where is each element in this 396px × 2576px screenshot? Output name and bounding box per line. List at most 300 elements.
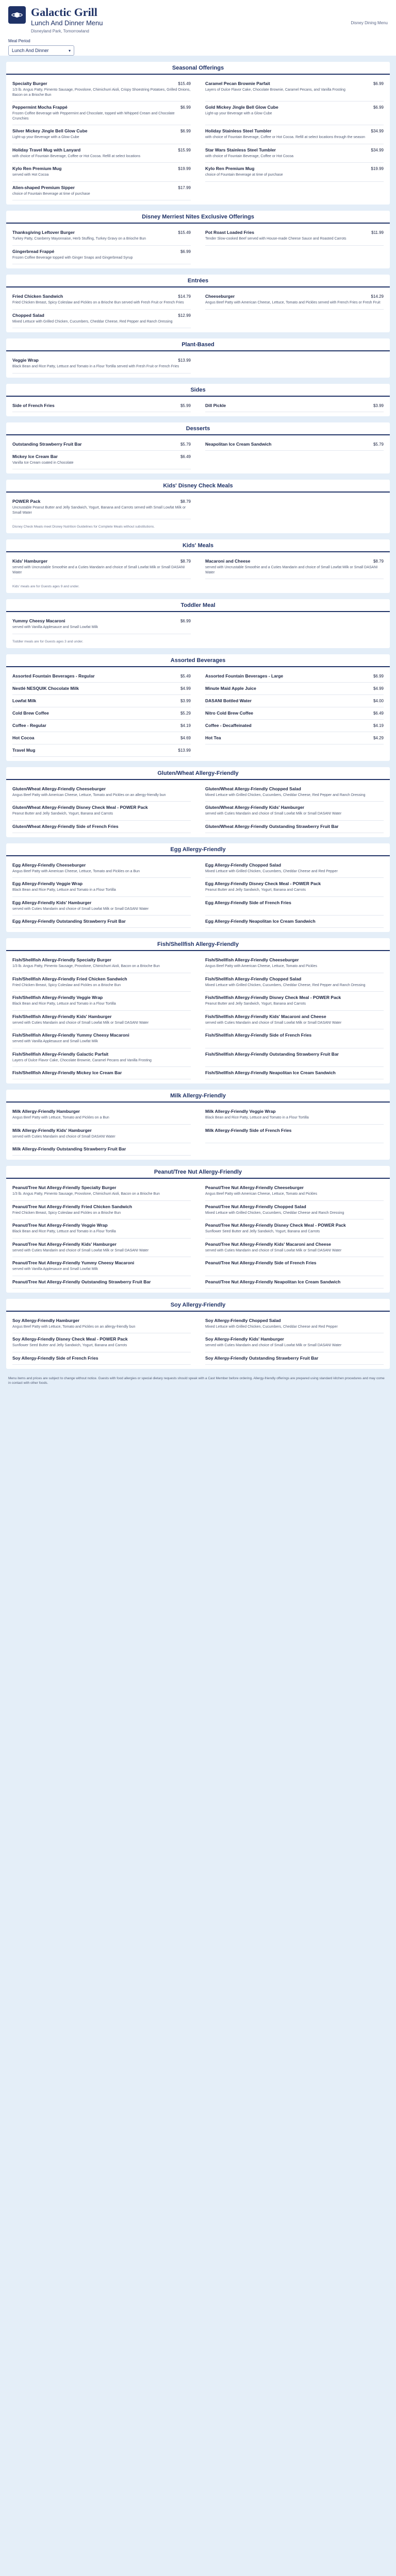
menu-item-header	[12, 81, 191, 86]
menu-item-description: Angus Beef Patty with American Cheese, Lettuce, Tomato and Pickles	[205, 964, 317, 968]
menu-item-price: $19.99	[371, 166, 384, 171]
menu-item-description: served with Uncrustable Smoothie and a Cuties Mandarin and choice of Small Lowfat Milk or Small DASANI Water	[12, 566, 185, 574]
menu-item-description: Fried Chicken Breast, Spicy Coleslaw and Pickles on a Brioche Bun	[12, 1211, 121, 1215]
menu-item	[12, 821, 191, 833]
menu-item-name: Egg Allergy-Friendly Disney Check Meal - POWER Pack	[205, 881, 321, 886]
menu-item-price: $6.99	[180, 129, 191, 133]
menu-item-name: Specialty Burger	[12, 81, 47, 86]
menu-section	[6, 1090, 390, 1160]
menu-item-description: 1/3 lb. Angus Patty, Pimento Sausage, Provolone, Chimichurri Aioli, Bacon on a Brioche Bun	[12, 964, 160, 968]
disclaimer-footer: Menu items and prices are subject to change without notice. Guests with food allergies or special dietary requests should speak with a Cast Member before ordering. Allergy-friendly offerings are prepared using standard kitchen procedures and may come in contact with other foods.	[8, 1376, 385, 1385]
menu-item-description: Peanut Butter and Jelly Sandwich, Yogurt, Banana and Carrots	[12, 812, 113, 816]
menu-item	[12, 1257, 191, 1276]
menu-item	[12, 992, 191, 1011]
section-title: Gluten/Wheat Allergy-Friendly	[6, 767, 390, 780]
menu-item-header	[205, 698, 384, 703]
menu-item-name: Fish/Shellfish Allergy-Friendly Galactic Parfait	[12, 1051, 109, 1057]
menu-item-name: Kylo Ren Premium Mug	[205, 166, 255, 171]
menu-item-price: $5.49	[180, 673, 191, 679]
menu-section	[6, 938, 390, 1083]
menu-item-price: $5.29	[180, 710, 191, 716]
menu-item-name: Caramel Pecan Brownie Parfait	[205, 81, 270, 86]
menu-item-header	[12, 1014, 191, 1019]
menu-item	[205, 878, 384, 897]
menu-item-name: Fish/Shellfish Allergy-Friendly Disney Check Meal - POWER Pack	[205, 995, 341, 1000]
menu-item	[12, 1106, 191, 1125]
menu-item-price: $4.69	[180, 735, 191, 740]
menu-item-name: Holiday Stainless Steel Tumbler	[205, 128, 272, 133]
menu-item-description: Sunflower Seed Butter and Jelly Sandwich, Yogurt, Banana and Carrots	[12, 1344, 127, 1347]
menu-item-header	[12, 710, 191, 716]
menu-item	[12, 897, 191, 916]
menu-item	[205, 125, 384, 144]
menu-section	[6, 654, 390, 761]
menu-item	[12, 1352, 191, 1365]
items-grid	[12, 438, 384, 470]
menu-item-description: served with Vanilla Applesauce and Small Lowfat Milk	[12, 1040, 98, 1043]
section-body	[6, 493, 390, 523]
items-grid	[12, 1106, 384, 1156]
menu-section	[6, 843, 390, 933]
menu-item-description: Uncrustable Peanut Butter and Jelly Sandwich, Yogurt, Banana and Carrots served with Small Lowfat Milk or Small Water	[12, 506, 186, 515]
menu-item-description: Angus Beef Patty with American Cheese, Lettuce, Tomato and Pickles served with French Fries or Fresh Fruit	[205, 301, 381, 304]
menu-item	[205, 1067, 384, 1079]
menu-item-price: $6.99	[373, 105, 384, 110]
menu-item-header	[205, 105, 384, 110]
menu-item-name: Fish/Shellfish Allergy-Friendly Mickey Ice Cream Bar	[12, 1070, 122, 1075]
menu-item-name: Mickey Ice Cream Bar	[12, 453, 58, 459]
menu-item-name: Gluten/Wheat Allergy-Friendly Disney Check Meal - POWER Pack	[12, 805, 148, 810]
menu-item-description: Black Bean and Rice Patty, Lettuce and Tomato in a Flour Tortilla	[12, 888, 116, 892]
menu-item-name: Fish/Shellfish Allergy-Friendly Side of French Fries	[205, 1032, 312, 1038]
menu-item-price: $12.99	[178, 313, 191, 318]
menu-item-header	[205, 1185, 384, 1190]
restaurant-title: Galactic Grill	[31, 6, 97, 19]
menu-item	[12, 1125, 191, 1144]
menu-item-name: Side of French Fries	[12, 402, 55, 408]
menu-item-price: $13.99	[178, 748, 191, 753]
menu-item-name: Alien-shaped Premium Sipper	[12, 184, 75, 190]
menu-section	[6, 422, 390, 474]
menu-item-header	[12, 128, 191, 133]
menu-item	[205, 1048, 384, 1067]
items-grid	[12, 859, 384, 928]
menu-item-header	[12, 673, 191, 679]
menu-item-header	[12, 185, 191, 190]
menu-item-price: $6.99	[180, 105, 191, 110]
menu-item-name: Gluten/Wheat Allergy-Friendly Outstanding Strawberry Fruit Bar	[205, 823, 339, 829]
menu-section	[6, 384, 390, 416]
menu-item-header	[12, 1146, 191, 1151]
menu-item-description: Mixed Lettuce with Grilled Chicken, Cucumbers, Cheddar Cheese and Red Pepper	[205, 869, 338, 873]
menu-item	[205, 291, 384, 310]
menu-item-name: Peanut/Tree Nut Allergy-Friendly Disney Check Meal - POWER Pack	[205, 1223, 346, 1228]
menu-item-name: Egg Allergy-Friendly Side of French Fries	[205, 900, 291, 905]
menu-item-name: Yummy Cheesy Macaroni	[12, 618, 65, 623]
menu-item-description: with choice of Fountain Beverage, Coffee or Hot Cocoa. Refill at select locations	[12, 154, 141, 158]
menu-item-price: $5.79	[373, 442, 384, 447]
menu-item-header	[205, 824, 384, 829]
menu-item-description: Fried Chicken Breast, Spicy Coleslaw and Pickles on a Brioche Bun	[12, 983, 121, 987]
menu-item-header	[205, 294, 384, 299]
menu-item	[12, 732, 191, 744]
menu-item-name: Egg Allergy-Friendly Outstanding Strawberry Fruit Bar	[12, 919, 126, 924]
menu-item-header	[12, 147, 191, 152]
menu-item-description: Angus Beef Patty with Lettuce, Tomato and Pickles on an allergy-friendly bun	[12, 1325, 136, 1329]
brand	[8, 6, 388, 33]
menu-item	[205, 400, 384, 412]
menu-item	[12, 246, 191, 265]
menu-item-header	[12, 686, 191, 691]
menu-item-header	[205, 81, 384, 86]
menu-item-name: Peanut/Tree Nut Allergy-Friendly Outstanding Strawberry Fruit Bar	[12, 1279, 151, 1284]
menu-item-description: Mixed Lettuce with Grilled Chicken, Cucumbers, Cheddar Cheese, Red Pepper and Ranch Dressing	[12, 319, 173, 324]
menu-item-header	[205, 1014, 384, 1019]
menu-item-header	[205, 735, 384, 740]
menu-item-header	[12, 618, 191, 623]
menu-item	[12, 310, 191, 329]
menu-item	[205, 163, 384, 182]
menu-item	[12, 354, 191, 374]
menu-item-name: Soy Allergy-Friendly Outstanding Strawberry Fruit Bar	[205, 1355, 319, 1361]
menu-item-header	[205, 147, 384, 152]
menu-item-name: Neapolitan Ice Cream Sandwich	[205, 441, 272, 447]
menu-item-description: Angus Beef Patty with American Cheese, Lettuce, Tomato and Pickles on an allergy-friendly bun	[12, 793, 166, 797]
menu-item-header	[12, 454, 191, 459]
menu-item-header	[12, 1242, 191, 1247]
menu-item-name: Soy Allergy-Friendly Side of French Fries	[12, 1355, 98, 1361]
menu-item-header	[205, 1279, 384, 1284]
menu-item-name: Egg Allergy-Friendly Neapolitan Ice Cream Sandwich	[205, 919, 316, 924]
menu-item-description: choice of Fountain Beverage at time of purchase	[205, 173, 283, 177]
menu-item-header	[12, 1128, 191, 1133]
menu-item	[12, 1182, 191, 1201]
menu-item	[12, 163, 191, 182]
section-body	[6, 1103, 390, 1160]
section-title: Sides	[6, 384, 390, 397]
items-grid	[12, 227, 384, 264]
menu-item-header	[12, 1318, 191, 1323]
menu-item-name: Fish/Shellfish Allergy-Friendly Yummy Cheesy Macaroni	[12, 1032, 129, 1038]
menu-item-price: $4.00	[373, 698, 384, 703]
menu-item-price: $19.99	[178, 166, 191, 171]
meal-period-select[interactable]	[8, 45, 74, 56]
menu-item	[12, 1011, 191, 1030]
menu-item-header	[205, 919, 384, 924]
menu-item	[12, 496, 191, 519]
menu-section	[6, 599, 390, 648]
menu-item-description: Angus Beef Patty with Lettuce, Tomato and Pickles on a Bun	[12, 1116, 109, 1120]
items-grid	[12, 78, 384, 200]
menu-item	[12, 101, 191, 125]
menu-item-name: Fish/Shellfish Allergy-Friendly Veggie Wrap	[12, 995, 103, 1000]
section-title: Plant-Based	[6, 338, 390, 351]
menu-item	[12, 451, 191, 470]
menu-item-price: $34.99	[371, 129, 384, 133]
menu-item-description: Frozen Coffee Beverage with Peppermint and Chocolate, topped with Whipped Cream and Chocolate Crunchies	[12, 112, 175, 121]
menu-item-name: Peanut/Tree Nut Allergy-Friendly Specialty Burger	[12, 1185, 117, 1190]
section-note: Kids' meals are for Guests ages 9 and under.	[12, 585, 79, 588]
section-body	[6, 856, 390, 933]
menu-item-price: $8.79	[373, 559, 384, 564]
section-body	[6, 75, 390, 205]
menu-item-description: Layers of Dulce Flavor Cake, Chocolate Brownie, Caramel Pecans and Vanilla Frosting	[12, 1058, 152, 1062]
menu-item	[205, 783, 384, 802]
menu-section	[6, 62, 390, 205]
menu-item	[205, 916, 384, 928]
menu-item-description: Black Bean and Rice Patty, Lettuce and Tomato in a Flour Tortilla	[12, 1230, 116, 1233]
menu-item-name: Coffee - Decaffeinated	[205, 722, 252, 728]
menu-item	[205, 859, 384, 878]
menu-item-header	[205, 1260, 384, 1265]
menu-item-name: Fish/Shellfish Allergy-Friendly Kids' Macaroni and Cheese	[205, 1013, 326, 1019]
menu-item-name: Fish/Shellfish Allergy-Friendly Outstanding Strawberry Fruit Bar	[205, 1051, 339, 1057]
menu-item-name: Peanut/Tree Nut Allergy-Friendly Side of French Fries	[205, 1260, 317, 1265]
menu-item-description: choice of Fountain Beverage at time of purchase	[12, 192, 90, 196]
menu-item	[12, 954, 191, 973]
menu-item-name: Gluten/Wheat Allergy-Friendly Cheeseburger	[12, 786, 106, 791]
menu-item	[205, 695, 384, 707]
section-note: Disney Check Meals meet Disney Nutrition Guidelines for Complete Meals without substitutions.	[12, 525, 155, 529]
menu-item-name: Macaroni and Cheese	[205, 558, 251, 564]
menu-item	[12, 1333, 191, 1352]
menu-item-header	[12, 748, 191, 753]
menu-item-name: DASANI Bottled Water	[205, 698, 252, 703]
menu-item-header	[12, 442, 191, 447]
meal-period-value: Lunch And Dinner	[12, 48, 49, 53]
items-grid	[12, 615, 384, 634]
menu-item	[205, 720, 384, 732]
menu-item-price: $6.99	[373, 673, 384, 679]
menu-section	[6, 480, 390, 533]
menu-item-description: Sunflower Seed Butter and Jelly Sandwich, Yogurt, Banana and Carrots	[205, 1230, 320, 1233]
section-title: Milk Allergy-Friendly	[6, 1090, 390, 1103]
menu-item-price: $15.49	[178, 81, 191, 86]
menu-item-name: Peanut/Tree Nut Allergy-Friendly Kids' Macaroni and Cheese	[205, 1241, 332, 1247]
menu-item-name: Gluten/Wheat Allergy-Friendly Chopped Salad	[205, 786, 301, 791]
menu-item	[12, 78, 191, 101]
brand-text	[31, 6, 103, 33]
section-body	[6, 552, 390, 583]
menu-item-name: Nestlé NESQUIK Chocolate Milk	[12, 685, 79, 691]
menu-item	[205, 144, 384, 163]
menu-item-price: $3.99	[373, 403, 384, 408]
menu-item-header	[205, 1318, 384, 1323]
menu-item-header	[12, 1355, 191, 1361]
meal-period-label: Meal Period	[8, 39, 30, 43]
menu-item-name: Kids' Hamburger	[12, 558, 48, 564]
menu-item	[12, 144, 191, 163]
menu-item-header	[205, 881, 384, 886]
menu-item-name: Gold Mickey Jingle Bell Glow Cube	[205, 105, 278, 110]
menu-item-description: Mixed Lettuce with Grilled Chicken, Cucumbers, Cheddar Cheese, Red Pepper and Ranch Dressing	[205, 793, 366, 797]
menu-item-price: $14.79	[178, 294, 191, 299]
menu-item-description: served with Vanilla Applesauce and Small Lowfat Milk	[12, 625, 98, 629]
menu-item	[12, 720, 191, 732]
menu-item-header	[205, 723, 384, 728]
menu-item-header	[12, 995, 191, 1000]
menu-item-name: Silver Mickey Jingle Bell Glow Cube	[12, 128, 88, 133]
menu-item-name: Egg Allergy-Friendly Chopped Salad	[205, 862, 282, 868]
section-title: Assorted Beverages	[6, 654, 390, 667]
menu-item-description: Tender Slow-cooked Beef served with House-made Cheese Sauce and Roasted Carrots	[205, 237, 346, 241]
menu-item-header	[12, 403, 191, 408]
menu-item-header	[205, 957, 384, 962]
menu-item	[12, 1067, 191, 1079]
menu-item	[205, 438, 384, 451]
items-grid	[12, 496, 384, 519]
menu-item	[12, 1029, 191, 1048]
menu-item-name: Gluten/Wheat Allergy-Friendly Kids' Hamburger	[205, 805, 305, 810]
menu-item-description: served with Cuties Mandarin and choice of Small Lowfat Milk or Small DASANI Water	[12, 1021, 149, 1025]
menu-item	[205, 973, 384, 992]
menu-item-description: Vanilla Ice Cream coated in Chocolate	[12, 461, 74, 465]
menu-item	[12, 400, 191, 412]
menu-item-description: served with Vanilla Applesauce and Small Lowfat Milk	[12, 1267, 98, 1271]
menu-item-header	[205, 1355, 384, 1361]
menu-item	[12, 695, 191, 707]
menu-item	[205, 1276, 384, 1289]
menu-item-name: Milk Allergy-Friendly Kids' Hamburger	[12, 1127, 92, 1133]
menu-item-name: Travel Mug	[12, 747, 36, 753]
menu-item-description: Peanut Butter and Jelly Sandwich, Yogurt, Banana and Carrots	[205, 1002, 306, 1006]
section-body	[6, 1312, 390, 1369]
menu-item-description: Mixed Lettuce with Grilled Chicken, Cucumbers, Cheddar Cheese, Red Pepper and Ranch Dressing	[205, 983, 366, 987]
section-body	[6, 435, 390, 474]
menu-item-header	[205, 1242, 384, 1247]
menu-item	[205, 707, 384, 720]
section-title: Peanut/Tree Nut Allergy-Friendly	[6, 1166, 390, 1179]
menu-item	[205, 227, 384, 246]
menu-item-description: served with Cuties Mandarin and choice of Small Lowfat Milk or Small DASANI Water	[205, 1021, 342, 1025]
items-grid	[12, 954, 384, 1079]
menu-item-name: Fish/Shellfish Allergy-Friendly Neapolitan Ice Cream Sandwich	[205, 1070, 336, 1075]
menu-item	[12, 227, 191, 246]
menu-item-header	[12, 805, 191, 810]
section-body	[6, 351, 390, 378]
menu-item-name: Fish/Shellfish Allergy-Friendly Specialty Burger	[12, 957, 111, 962]
menu-item-description: Black Bean and Rice Patty, Lettuce and Tomato in a Flour Tortilla	[12, 1002, 116, 1006]
menu-section	[6, 539, 390, 593]
menu-item-header	[12, 358, 191, 363]
menu-item-name: Fish/Shellfish Allergy-Friendly Cheeseburger	[205, 957, 299, 962]
menu-item	[12, 1239, 191, 1258]
menu-item	[205, 992, 384, 1011]
items-grid	[12, 1182, 384, 1289]
menu-item-header	[205, 230, 384, 235]
section-body	[6, 1179, 390, 1293]
menu-item-name: Minute Maid Apple Juice	[205, 685, 256, 691]
menu-item	[205, 821, 384, 833]
menu-item-description: Layers of Dulce Flavor Cake, Chocolate Brownie, Caramel Pecans, and Vanilla Frosting	[205, 88, 345, 92]
menu-item-price: $15.99	[178, 147, 191, 152]
menu-item	[12, 916, 191, 928]
menu-item	[205, 1352, 384, 1365]
menu-item-name: Veggie Wrap	[12, 358, 39, 363]
menu-item-header	[12, 499, 191, 504]
menu-section	[6, 767, 390, 837]
menu-item	[12, 1048, 191, 1067]
menu-item-header	[12, 1070, 191, 1075]
menu-item-header	[12, 976, 191, 981]
location-text: Disneyland Park, Tomorrowland	[31, 29, 89, 33]
section-body	[6, 951, 390, 1083]
menu-item-price: $8.79	[180, 499, 191, 504]
menu-item-header	[205, 1204, 384, 1209]
menu-item-name: Pot Roast Loaded Fries	[205, 230, 254, 235]
menu-item-name: Peanut/Tree Nut Allergy-Friendly Yummy Cheesy Macaroni	[12, 1260, 135, 1265]
section-title: Soy Allergy-Friendly	[6, 1299, 390, 1312]
menu-section	[6, 1166, 390, 1293]
menu-sections	[0, 62, 396, 1369]
menu-item	[12, 291, 191, 310]
menu-item-name: Milk Allergy-Friendly Outstanding Strawberry Fruit Bar	[12, 1146, 126, 1151]
menu-item-header	[12, 558, 191, 564]
menu-item-description: served with Cuties Mandarin and choice of Small Lowfat Milk or Small DASANI Water	[205, 812, 342, 816]
menu-item-description: served with Cuties Mandarin and choice of Small Lowfat Milk or Small DASANI Water	[205, 1248, 342, 1252]
menu-item-header	[12, 166, 191, 171]
menu-item-header	[12, 919, 191, 924]
menu-item-name: Milk Allergy-Friendly Hamburger	[12, 1109, 80, 1114]
menu-item	[205, 954, 384, 973]
menu-item	[205, 1029, 384, 1048]
menu-item	[205, 732, 384, 744]
menu-item	[12, 802, 191, 821]
menu-item	[12, 1276, 191, 1289]
menu-item-name: Holiday Travel Mug with Lanyard	[12, 147, 81, 152]
menu-item-description: Mixed Lettuce with Grilled Chicken, Cucumbers, Cheddar Cheese and Ranch Dressing	[205, 1211, 344, 1215]
menu-item-name: Lowfat Milk	[12, 698, 37, 703]
menu-item	[205, 1239, 384, 1258]
menu-item-name: Peanut/Tree Nut Allergy-Friendly Kids' Hamburger	[12, 1241, 117, 1247]
menu-item-name: Assorted Fountain Beverages - Regular	[12, 673, 95, 679]
menu-item	[205, 670, 384, 683]
menu-item-description: served with Hot Cocoa	[12, 173, 49, 177]
menu-item-header	[205, 442, 384, 447]
menu-item-price: $6.49	[180, 454, 191, 459]
menu-item-header	[12, 249, 191, 254]
menu-item	[12, 683, 191, 695]
header-note: Disney Dining Menu	[351, 21, 388, 25]
menu-item-description: served with Cuties Mandarin and choice of Small Lowfat Milk or Small DASANI Water	[12, 1248, 149, 1252]
menu-item-header	[205, 403, 384, 408]
menu-item-price: $4.99	[373, 686, 384, 691]
menu-item	[205, 78, 384, 101]
menu-item-header	[205, 1109, 384, 1114]
section-title: Toddler Meal	[6, 599, 390, 612]
section-body	[6, 397, 390, 416]
menu-item-header	[12, 723, 191, 728]
menu-item-header	[12, 862, 191, 868]
menu-item	[12, 555, 191, 579]
menu-item-price: $4.29	[373, 735, 384, 740]
menu-item-header	[205, 1128, 384, 1133]
menu-section	[6, 275, 390, 332]
menu-item	[12, 707, 191, 720]
section-body	[6, 612, 390, 638]
menu-item	[12, 182, 191, 201]
menu-item-header	[12, 1279, 191, 1284]
menu-item-description: Black Bean and Rice Patty, Lettuce and Tomato in a Flour Tortilla served with Fresh Fruit or French Fries	[12, 365, 179, 368]
menu-item-name: Milk Allergy-Friendly Veggie Wrap	[205, 1109, 276, 1114]
menu-item-name: Fish/Shellfish Allergy-Friendly Fried Chicken Sandwich	[12, 976, 127, 981]
menu-item	[205, 555, 384, 579]
menu-item-header	[205, 786, 384, 791]
menu-item-name: Peanut/Tree Nut Allergy-Friendly Cheeseburger	[205, 1185, 304, 1190]
menu-item-description: with choice of Fountain Beverage, Coffee or Hot Cocoa. Refill at select locations through the season	[205, 135, 365, 139]
menu-item-name: Peanut/Tree Nut Allergy-Friendly Veggie Wrap	[12, 1223, 108, 1228]
menu-item	[12, 878, 191, 897]
